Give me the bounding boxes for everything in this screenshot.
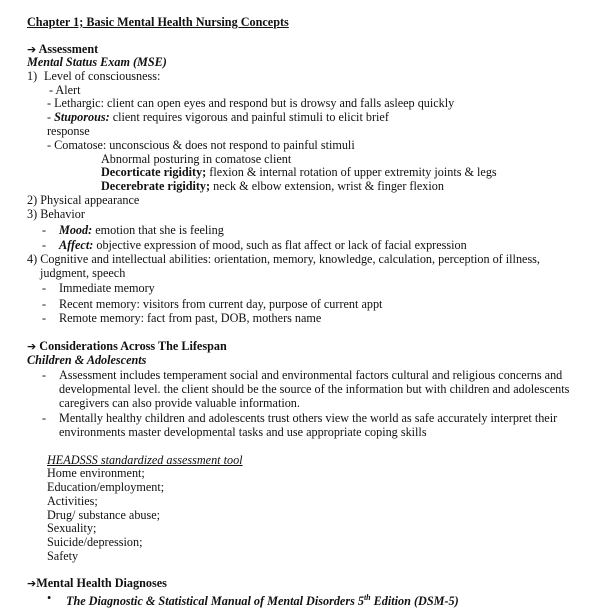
heading-text: Assessment <box>38 42 99 56</box>
definition: flexion & internal rotation of upper extremity joints & legs <box>206 165 497 179</box>
item-number: 1) <box>27 69 38 83</box>
paragraph-line: environments master developmental tasks and use appropriate coping skills <box>59 425 427 439</box>
headsss-item: Suicide/depression; <box>47 535 143 549</box>
term: Decerebrate rigidity; <box>101 179 211 193</box>
item-text: 2) Physical appearance <box>27 193 140 207</box>
term: Affect: <box>59 238 94 252</box>
text: The Diagnostic & Statistical Manual of Mental Disorders 5 <box>66 594 364 609</box>
sub-item <box>101 178 444 194</box>
definition: objective expression of mood, such as flat affect or lack of facial expression <box>93 238 467 252</box>
children-subheading: Children & Adolescents <box>27 353 147 367</box>
arrow-icon: ➔ <box>27 340 37 353</box>
headsss-item: Education/employment; <box>47 480 165 494</box>
list-item: Immediate memory <box>59 281 155 295</box>
paragraph-line: developmental level. the client should be the source of the information but with children and adolescents <box>59 382 570 396</box>
term: Mood: <box>59 223 93 237</box>
arrow-icon: ➔ <box>27 577 37 590</box>
text: Edition (DSM-5) <box>370 594 459 609</box>
dash: - <box>47 110 55 124</box>
dash: - <box>42 223 47 237</box>
heading-text: Considerations Across The Lifespan <box>39 339 227 353</box>
dash: - <box>42 411 47 425</box>
paragraph-line: caregivers can also provide valuable information. <box>59 396 300 410</box>
list-item <box>47 109 389 125</box>
list-item: Remote memory: fact from past, DOB, mothers name <box>59 311 322 325</box>
item-text: 3) Behavior <box>27 207 85 221</box>
list-item-continuation: response <box>47 124 90 138</box>
headsss-item: Drug/ substance abuse; <box>47 508 161 522</box>
list-item <box>59 222 224 238</box>
dash: - <box>42 311 47 325</box>
arrow-icon: ➔ <box>27 43 37 56</box>
headsss-item: Home environment; <box>47 466 145 480</box>
dash: - <box>42 238 47 252</box>
list-item: - Lethargic: client can open eyes and respond but is drowsy and falls asleep quickly <box>47 96 455 110</box>
definition: neck & elbow extension, wrist & finger flexion <box>210 179 444 193</box>
item-text-continuation: judgment, speech <box>40 266 126 280</box>
dash: - <box>42 281 47 295</box>
superscript: th <box>363 593 371 602</box>
term: Stuporous: <box>54 110 110 124</box>
paragraph-line: Assessment includes temperament social and environmental factors cultural and religious concerns and <box>59 368 563 382</box>
list-item: - Alert <box>49 83 81 97</box>
dash: - <box>42 297 47 311</box>
list-item: Recent memory: visitors from current day, purpose of current appt <box>59 297 383 311</box>
term: Decorticate rigidity; <box>101 165 207 179</box>
mse-subheading: Mental Status Exam (MSE) <box>27 55 167 69</box>
headsss-item: Sexuality; <box>47 521 97 535</box>
headsss-item: Safety <box>47 549 79 563</box>
headsss-title: HEADSSS standardized assessment tool <box>47 453 243 467</box>
bullet-icon: • <box>47 591 52 605</box>
paragraph-line: Mentally healthy children and adolescents trust others view the world as safe accurately interpret their <box>59 411 558 425</box>
dash: - <box>42 368 47 382</box>
definition: emotion that she is feeling <box>92 223 224 237</box>
definition: client requires vigorous and painful stimuli to elicit brief <box>109 110 389 124</box>
sub-item: Abnormal posturing in comatose client <box>101 152 292 166</box>
heading-text: Mental Health Diagnoses <box>36 576 167 590</box>
item-text: Level of consciousness: <box>44 69 161 83</box>
chapter-title: Chapter 1; Basic Mental Health Nursing Concepts <box>27 15 289 29</box>
item-text: 4) Cognitive and intellectual abilities: orientation, memory, knowledge, calculation, perception of illness, <box>27 252 540 266</box>
headsss-item: Activities; <box>47 494 98 508</box>
list-item: - Comatose: unconscious & does not respond to painful stimuli <box>47 138 355 152</box>
